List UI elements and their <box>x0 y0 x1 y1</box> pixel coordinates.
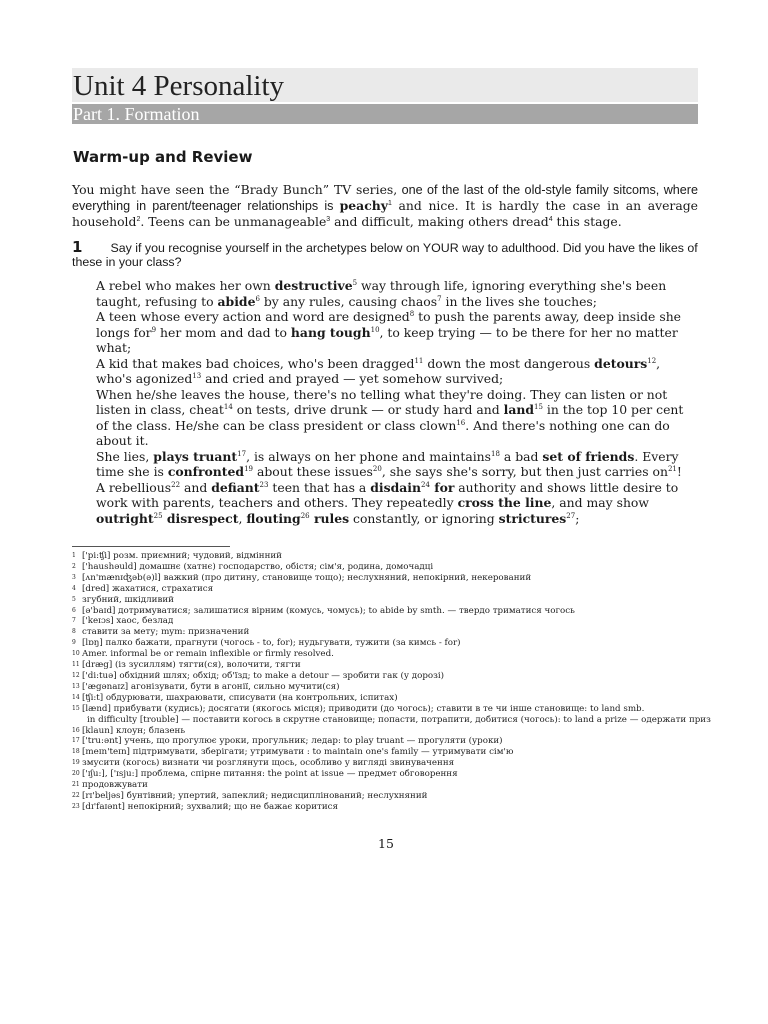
footnote-ref: 22 <box>171 480 181 489</box>
footnote-number: 10 <box>72 650 80 658</box>
footnote <box>72 649 698 660</box>
vocab-word: plays truant <box>153 448 238 464</box>
footnote-ref: 12 <box>647 356 657 365</box>
footnote-text: [ʧi:t] обдурювати, шахраювати, списувати (на контрольних, іспитах) <box>82 692 398 703</box>
footnote-number: 6 <box>72 606 76 614</box>
footnote-ref: 26 <box>300 511 310 520</box>
footnote-number: 22 <box>72 791 80 799</box>
footnote-ref: 19 <box>244 464 253 473</box>
part-title: Part 1. Formation <box>72 104 698 124</box>
footnote-ref: 14 <box>223 402 233 411</box>
archetype-text: , who's agonized <box>96 355 661 386</box>
footnote-text: Amer. informal be or remain inflexible or firmly resolved. <box>82 649 334 660</box>
footnote-divider <box>72 546 230 547</box>
archetype-text: in the top 10 per cent of the class. He/she can be class president or class clown <box>96 402 684 433</box>
footnote <box>72 595 698 606</box>
footnote <box>72 704 698 715</box>
footnote-text: ['di:tuə] обхідний шлях; обхід; об'їзд; to make a detour — зробити гак (у дорозі) <box>82 670 445 681</box>
footnote-number: 19 <box>72 759 80 767</box>
section-heading: Warm-up and Review <box>73 148 253 166</box>
footnote-text: ['keɪɔs] хаос, безлад <box>82 616 174 627</box>
archetype-text: and cried and prayed — yet somehow survived; <box>201 371 504 386</box>
footnote-number: 16 <box>72 726 80 734</box>
archetype-item <box>96 309 698 356</box>
footnote-ref: 5 <box>352 278 358 287</box>
footnote-ref: 16 <box>456 418 466 427</box>
footnote <box>72 638 698 649</box>
footnotes <box>72 551 711 813</box>
footnote <box>72 551 698 562</box>
archetype-text: and <box>180 479 212 495</box>
footnote <box>72 562 698 573</box>
footnote-text: ['tru:ənt] учень, що прогулює уроки, прогульник; ледар: to play truant — прогуляти (уроки) <box>82 736 503 747</box>
vocab-word: flouting <box>246 510 301 526</box>
footnote-number: 1 <box>72 552 76 559</box>
footnote-text: [lɒŋ] палко бажати, прагнути (чогось - to, for); нудьгувати, тужити (за кимсь - for) <box>82 638 461 649</box>
archetype-text: , to keep trying — to be there for her no matter what; <box>96 324 678 355</box>
footnote-text: [dɪ'faɪənt] непокірний; зухвалий; що не бажає коритися <box>82 801 338 812</box>
footnote-text: in difficulty [trouble] — поставити когось в скрутне становище; попасти, потрапити, добитися (чогось): to land a prize — одержати приз <box>87 714 711 725</box>
footnote-ref: 11 <box>414 356 424 365</box>
vocab-word: strictures <box>498 510 567 526</box>
footnote-text: [ə'baɪd] дотримуватися; залишатися вірним (комусь, чомусь); to abide by smth. — твердо триматися чогось <box>82 605 575 616</box>
footnote <box>72 693 698 704</box>
archetype-text: ! <box>676 464 682 479</box>
archetype-item <box>96 449 698 480</box>
footnote-ref: 25 <box>153 511 163 520</box>
vocab-word: rules <box>309 510 350 526</box>
archetype-text: . Every time she is <box>96 448 679 479</box>
footnote-text: ['pi:ʧi] розм. приємний; чудовий, відмінний <box>82 551 282 561</box>
archetype-text: . And there's nothing one can do about it. <box>96 417 670 448</box>
footnote <box>72 758 698 769</box>
archetype-item <box>96 387 698 449</box>
footnote-number: 5 <box>72 595 76 603</box>
footnote-continuation <box>72 714 711 726</box>
archetype-text: A rebel who makes her own <box>96 278 275 293</box>
footnote-number: 11 <box>72 661 80 669</box>
footnote-number: 15 <box>72 704 80 712</box>
footnote-number: 13 <box>72 682 80 690</box>
footnote-ref: 8 <box>409 309 415 318</box>
archetype-list <box>96 278 698 526</box>
intro-paragraph <box>72 182 698 230</box>
footnote-number: 18 <box>72 748 80 756</box>
footnote-ref: 7 <box>437 294 442 303</box>
footnote-ref: 23 <box>259 480 269 489</box>
footnote-text: [ʌn'mænɪʤəb(ə)l] важкий (про дитину, становище тощо); неслухняний, непокірний, некерований <box>82 572 532 583</box>
archetype-item <box>96 480 698 527</box>
footnote-number: 12 <box>72 671 80 679</box>
footnote-ref: 1 <box>387 199 392 207</box>
intro-text: and nice. It is hardly the case in an average household <box>72 198 698 229</box>
footnote-text: ['haushəuld] домашнє (хатнє) господарство, обістя; сім'я, родина, домочадці <box>82 561 434 572</box>
footnote-ref: 27 <box>566 511 576 520</box>
archetype-text: in the lives she touches; <box>441 293 597 309</box>
footnote <box>72 671 698 682</box>
footnote-text: [dred] жахатися, страхатися <box>82 583 214 594</box>
archetype-text: When he/she leaves the house, there's no telling what they're doing. They can listen or not listen in class, cheat <box>96 386 668 417</box>
footnote <box>72 682 698 693</box>
footnote-text: змусити (когось) визнати чи розглянути щось, особливо у вигляді звинувачення <box>82 758 455 769</box>
footnote <box>72 726 698 737</box>
vocab-word: land <box>503 402 535 417</box>
archetype-text: , and may show <box>551 495 650 510</box>
footnote <box>72 747 698 758</box>
footnote <box>72 736 698 747</box>
footnote <box>72 780 698 791</box>
footnote <box>72 660 698 671</box>
footnote-ref: 18 <box>491 449 500 458</box>
footnote-text: [dræg] (із зусиллям) тягти(ся), волочити, тягти <box>82 660 301 671</box>
footnote-number: 20 <box>72 770 80 778</box>
intro-text: You might have seen the “Brady Bunch” TV series, <box>72 182 398 197</box>
exercise-instruction: Say if you recognise yourself in the archetypes below on YOUR way to adulthood. Did you have the likes of these in your class? <box>72 241 698 269</box>
footnote-text: [klaun] клоун; блазень <box>82 725 186 736</box>
footnote-number: 7 <box>72 617 76 625</box>
vocab-word: defiant <box>211 479 260 495</box>
footnote-number: 21 <box>72 781 80 789</box>
page-number: 15 <box>378 836 394 851</box>
archetype-text: her mom and dad to <box>156 324 291 340</box>
archetype-text: A kid that makes bad choices, who's been dragged <box>96 355 415 371</box>
footnote-ref: 2 <box>136 215 141 223</box>
intro-text: . Teens can be unmanageable <box>140 214 327 229</box>
vocab-word: confronted <box>167 464 245 479</box>
archetype-text: way through life, ignoring everything she's been taught, refusing to <box>96 278 667 309</box>
vocab-word: set of friends <box>542 448 635 464</box>
archetype-text: authority and shows little desire to work with parents, teachers and others. They repeatedly <box>96 479 679 510</box>
textbook-page <box>72 0 711 1024</box>
archetype-text: , she says she's sorry, but then just carries on <box>381 464 668 479</box>
vocab-word: disrespect <box>162 510 239 526</box>
archetype-text: A rebellious <box>96 479 172 495</box>
archetype-text: about these issues <box>253 464 373 479</box>
footnote <box>72 584 698 595</box>
unit-title: Unit 4 Personality <box>72 68 698 102</box>
archetype-text: by any rules, causing chaos <box>259 293 438 309</box>
archetype-text: ; <box>575 510 580 526</box>
exercise-1 <box>72 240 698 269</box>
intro-text: this stage. <box>552 214 622 229</box>
intro-text: one of the last of the old-style family sitcoms, where everything in parent/teenager relationships is <box>72 183 698 213</box>
footnote <box>72 573 698 584</box>
footnote <box>72 802 698 813</box>
footnote-text: згубний, шкідливий <box>82 594 174 605</box>
archetype-text: , is always on her phone and maintains <box>246 448 492 464</box>
footnote-ref: 4 <box>548 215 553 223</box>
archetype-text: to push the parents away, deep inside she longs for <box>96 309 682 340</box>
vocab-word: destructive <box>274 278 353 293</box>
footnote-ref: 6 <box>255 294 260 303</box>
footnote-ref: 20 <box>372 464 382 473</box>
footnote-text: ставити за мету; mym: призначений <box>82 627 250 638</box>
vocab-word: detours <box>594 355 648 371</box>
footnote <box>72 616 698 627</box>
footnote-number: 4 <box>72 584 76 592</box>
footnote-ref: 17 <box>237 449 247 458</box>
vocab-word: for <box>429 479 455 495</box>
footnote-number: 17 <box>72 737 80 745</box>
footnote-number: 9 <box>72 639 76 647</box>
vocab-word: abide <box>217 293 256 309</box>
footnote-ref: 3 <box>326 215 331 223</box>
footnote-text: ['ɪʃu:], ['ɪsju:] проблема, спірне питання: the point at issue — предмет обговорення <box>82 769 458 780</box>
footnote-text: [rɪ'beljəs] бунтівний; упертий, запеклий; недисциплінований; неслухняний <box>82 790 428 801</box>
footnote <box>72 606 698 617</box>
vocab-word: peachy <box>339 198 388 213</box>
footnote-ref: 13 <box>192 371 202 380</box>
footnote-ref: 10 <box>370 325 380 334</box>
vocab-word: hang tough <box>290 324 371 340</box>
footnote-text: [meɪn'teɪn] підтримувати, зберігати; утримувати : to maintain one's family — утримувати сім'ю <box>82 747 514 758</box>
archetype-text: a bad <box>499 448 543 464</box>
archetype-text: constantly, or ignoring <box>349 510 499 526</box>
vocab-word: disdain <box>370 479 421 495</box>
archetype-text: on tests, drive drunk — or study hard and <box>232 402 504 417</box>
footnote-ref: 9 <box>151 325 157 334</box>
footnote-number: 14 <box>72 693 80 701</box>
footnote-ref: 24 <box>421 480 430 489</box>
footnote-text: [lænd] прибувати (кудись); досягати (якогось місця); приводити (до чогось); ставити в те чи інше становище: to land smb. <box>82 703 645 714</box>
footnote-number: 23 <box>72 802 80 810</box>
footnote-ref: 15 <box>534 402 543 411</box>
footnote <box>72 627 698 638</box>
footnote <box>72 791 698 802</box>
footnote-number: 8 <box>72 628 76 636</box>
archetype-item <box>96 356 698 387</box>
footnote-text: продовжувати <box>82 780 148 791</box>
footnote-number: 3 <box>72 573 76 581</box>
archetype-text: teen that has a <box>268 479 371 495</box>
footnote-ref: 21 <box>667 464 677 473</box>
archetype-text: , <box>238 510 247 526</box>
intro-text: and difficult, making others dread <box>330 214 549 229</box>
footnote <box>72 769 698 780</box>
archetype-text: A teen whose every action and word are designed <box>96 309 410 324</box>
vocab-word: outright <box>96 510 154 526</box>
archetype-item <box>96 278 698 309</box>
footnote-text: ['ægənaɪz] агонізувати, бути в агонії, сильно мучити(ся) <box>82 681 340 692</box>
archetype-text: down the most dangerous <box>423 355 595 371</box>
exercise-number: 1 <box>72 238 83 256</box>
footnote-number: 2 <box>72 562 76 570</box>
archetype-text: She lies, <box>96 448 154 464</box>
vocab-word: cross the line <box>457 495 552 510</box>
